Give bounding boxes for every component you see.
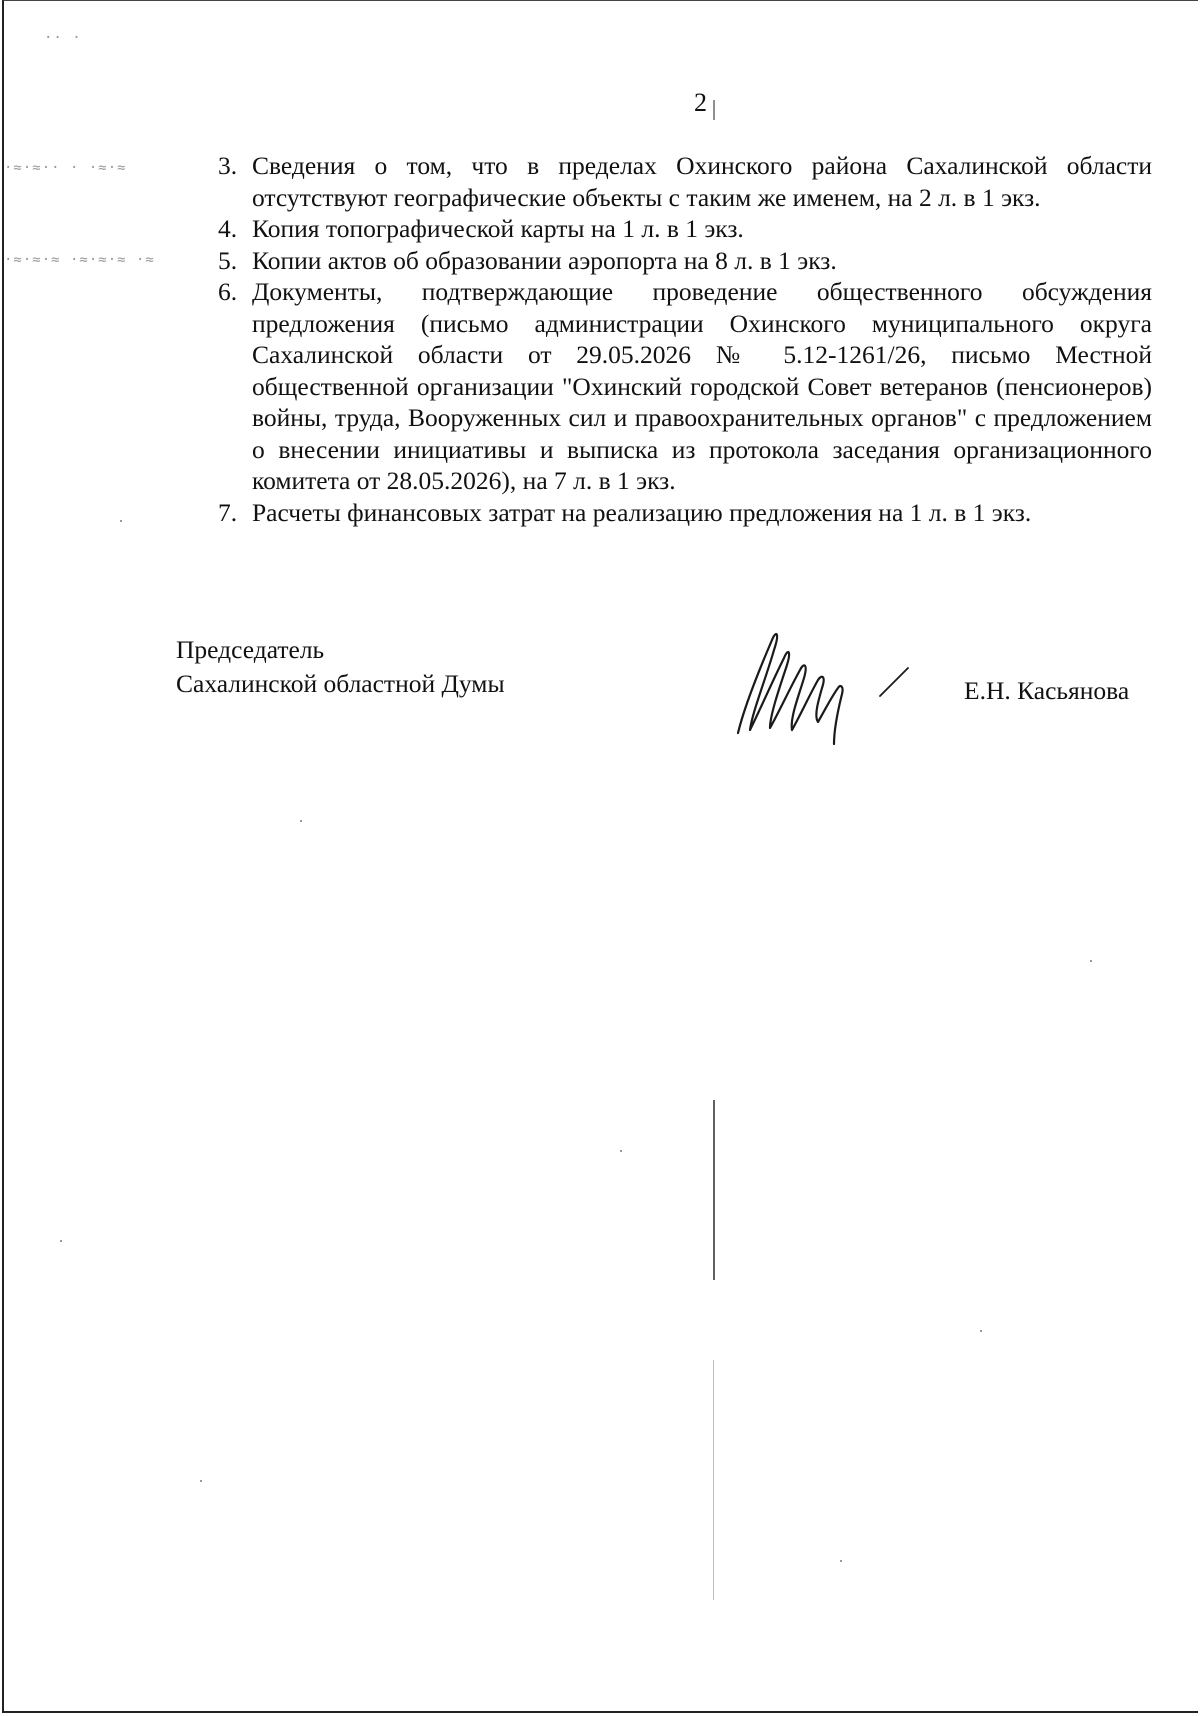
attachment-number: 3.: [218, 151, 238, 180]
handwritten-signature: [730, 618, 920, 748]
page-number: 2: [694, 88, 707, 117]
position-line-2: Сахалинской областной Думы: [176, 669, 505, 698]
attachment-item: [218, 245, 1152, 277]
scan-speck: [200, 1480, 202, 1482]
scan-artifact: ·≈·≈·≈ ·≈·≈·≈ ·≈: [4, 252, 155, 268]
attachment-text: Сведения о том, что в пределах Охинского района Сахалинской области отсутствуют географические объекты с таким же именем, на 2 л. в 1 экз.: [252, 151, 1152, 212]
scan-speck: [60, 1240, 62, 1242]
signatory-position: [176, 633, 505, 701]
fold-line: [713, 100, 715, 120]
attachment-text: Документы, подтверждающие проведение общественного обсуждения предложения (письмо администрации Охинского муниципального округа Сахалинской области от 29.05.2026 № 5.12-1261/26, письмо Местной общественной организации "Охинский городской Совет ветеранов (пенсионеров) войны, труда, Вооруженных сил и правоохранительных органов" с предложением о внесении инициативы и выписка из протокола заседания организационного комитета от 28.05.2026), на 7 л. в 1 экз.: [252, 277, 1152, 495]
attachment-list: [218, 150, 1152, 528]
scan-speck: [120, 520, 122, 522]
scan-speck: [300, 820, 302, 822]
position-line-1: Председатель: [176, 635, 325, 664]
scan-speck: [840, 1560, 842, 1562]
attachment-item: [218, 150, 1152, 213]
attachment-text: Копии актов об образовании аэропорта на 8 л. в 1 экз.: [252, 245, 837, 275]
attachment-number: 5.: [218, 245, 238, 275]
scan-speck: [980, 1330, 982, 1332]
attachment-number: 7.: [218, 497, 238, 527]
attachment-item: [218, 276, 1152, 497]
attachment-text: Копия топографической карты на 1 л. в 1 экз.: [252, 214, 744, 243]
attachment-number: 4.: [218, 214, 238, 243]
fold-line: [713, 1360, 714, 1600]
signer-name: Е.Н. Касьянова: [964, 676, 1130, 705]
attachment-item: [218, 213, 1152, 245]
scan-speck: [620, 1150, 622, 1152]
scan-artifact: ·· ·: [44, 30, 82, 46]
scan-speck: [1090, 960, 1092, 962]
fold-line: [713, 1100, 715, 1280]
attachment-text: Расчеты финансовых затрат на реализацию предложения на 1 л. в 1 экз.: [252, 497, 1032, 527]
attachment-number: 6.: [218, 277, 238, 306]
scan-artifact: ·≈·≈·· · ·≈·≈: [4, 160, 127, 176]
attachment-item: [218, 497, 1152, 529]
